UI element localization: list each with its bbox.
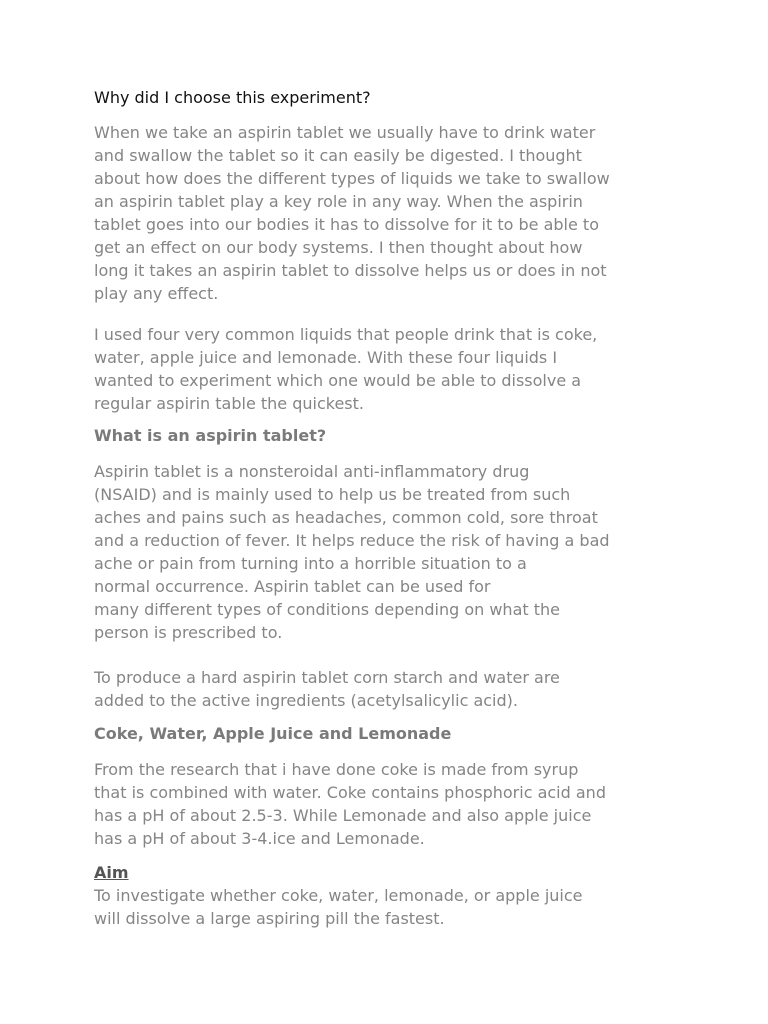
text-line: many different types of conditions depending on what the <box>94 600 560 619</box>
text-line: play any effect. <box>94 284 219 303</box>
text-line: tablet goes into our bodies it has to dissolve for it to be able to <box>94 215 599 234</box>
intro-paragraph-1 <box>94 121 694 305</box>
text-line: will dissolve a large aspiring pill the fastest. <box>94 909 445 928</box>
spacer <box>94 415 694 425</box>
spacer <box>94 644 694 666</box>
spacer <box>94 745 694 758</box>
text-line: that is combined with water. Coke contains phosphoric acid and <box>94 783 606 802</box>
text-line: an aspirin tablet play a key role in any way. When the aspirin <box>94 192 583 211</box>
aspirin-paragraph-1 <box>94 460 694 644</box>
text-line: get an effect on our body systems. I then thought about how <box>94 238 583 257</box>
text-line: wanted to experiment which one would be able to dissolve a <box>94 371 582 390</box>
text-line: long it takes an aspirin tablet to dissolve helps us or does in not <box>94 261 607 280</box>
section-heading-liquids: Coke, Water, Apple Juice and Lemonade <box>94 724 452 743</box>
text-line: When we take an aspirin tablet we usually have to drink water <box>94 123 596 142</box>
text-line: added to the active ingredients (acetylsalicylic acid). <box>94 691 518 710</box>
spacer <box>94 712 694 723</box>
document-page <box>94 87 694 930</box>
text-line: has a pH of about 2.5-3. While Lemonade and also apple juice <box>94 806 592 825</box>
text-line: regular aspirin table the quickest. <box>94 394 364 413</box>
liquids-paragraph <box>94 758 694 850</box>
text-line: To investigate whether coke, water, lemonade, or apple juice <box>94 886 583 905</box>
text-line: has a pH of about 3-4.ice and Lemonade. <box>94 829 425 848</box>
section-heading-aspirin: What is an aspirin tablet? <box>94 426 327 445</box>
text-line: From the research that i have done coke is made from syrup <box>94 760 579 779</box>
page-title: Why did I choose this experiment? <box>94 88 371 107</box>
text-line: water, apple juice and lemonade. With these four liquids I <box>94 348 558 367</box>
spacer <box>94 305 694 323</box>
text-line: person is prescribed to. <box>94 623 283 642</box>
text-line: and swallow the tablet so it can easily be digested. I thought <box>94 146 582 165</box>
text-line: To produce a hard aspirin tablet corn starch and water are <box>94 668 560 687</box>
aspirin-paragraph-2 <box>94 666 694 712</box>
text-line: and a reduction of fever. It helps reduce the risk of having a bad <box>94 531 610 550</box>
text-line: I used four very common liquids that people drink that is coke, <box>94 325 598 344</box>
text-line: ache or pain from turning into a horrible situation to a <box>94 554 527 573</box>
intro-paragraph-2 <box>94 323 694 415</box>
section-heading-aim: Aim <box>94 863 129 882</box>
text-line: about how does the different types of liquids we take to swallow <box>94 169 610 188</box>
text-line: normal occurrence. Aspirin tablet can be used for <box>94 577 491 596</box>
spacer <box>94 447 694 460</box>
text-line: Aspirin tablet is a nonsteroidal anti-inflammatory drug <box>94 462 530 481</box>
text-line: (NSAID) and is mainly used to help us be treated from such <box>94 485 571 504</box>
text-line: aches and pains such as headaches, common cold, sore throat <box>94 508 598 527</box>
spacer <box>94 850 694 862</box>
aim-paragraph <box>94 884 694 930</box>
